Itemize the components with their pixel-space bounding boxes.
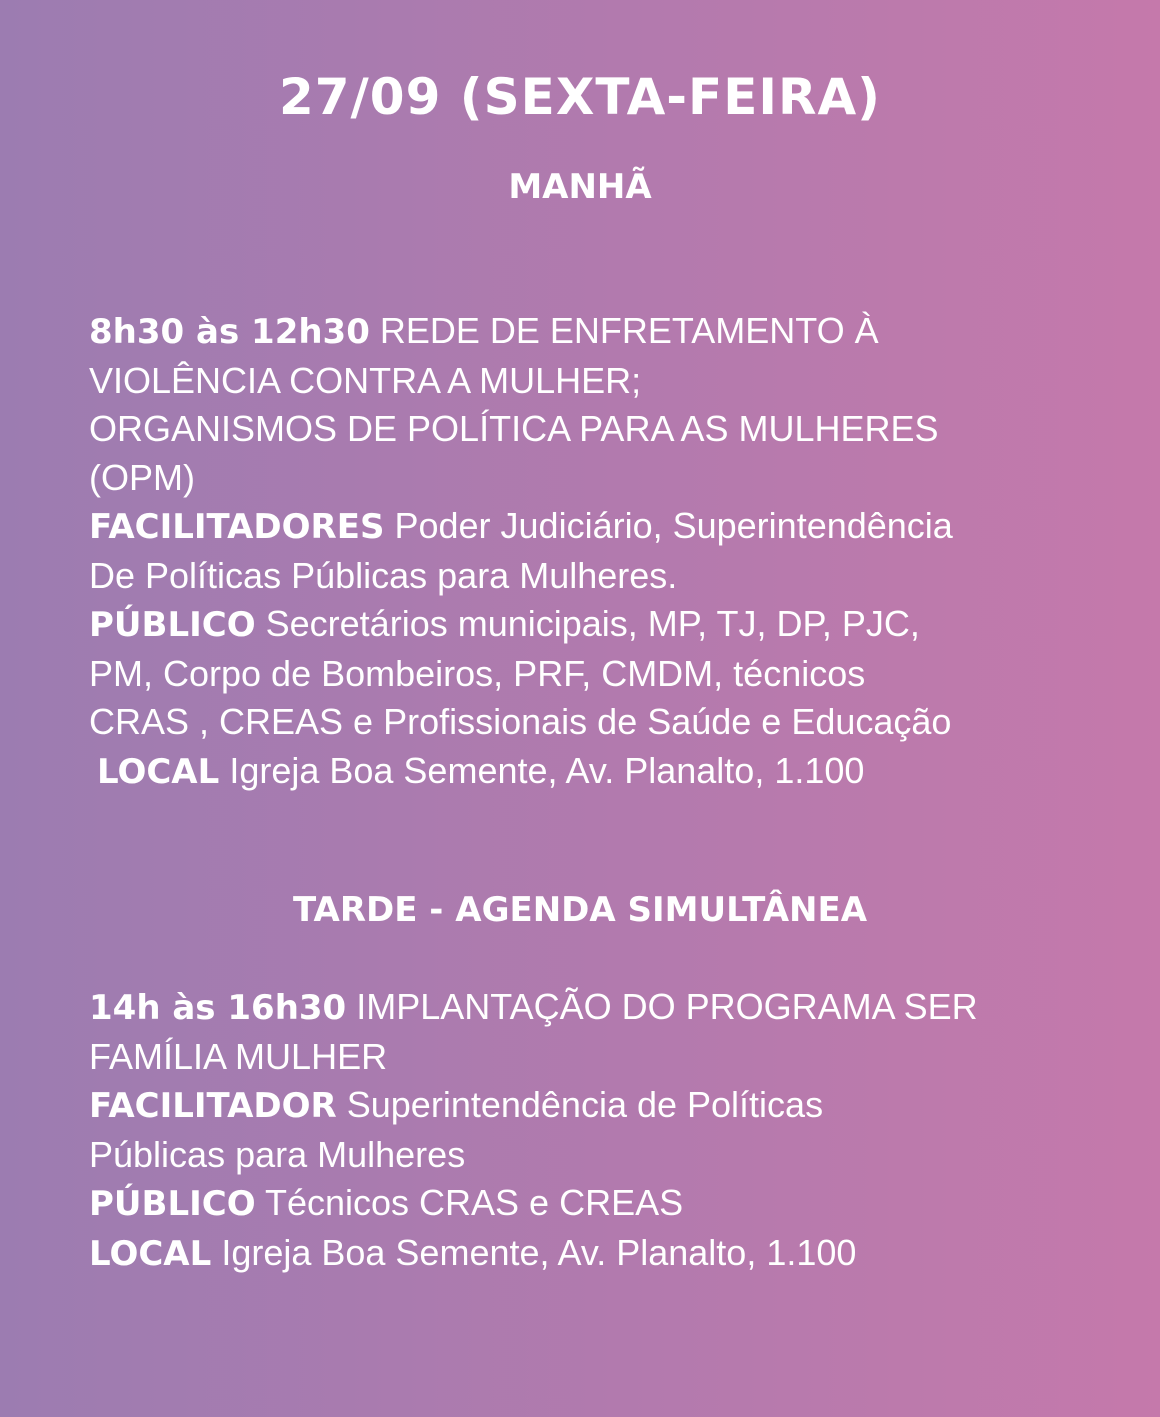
afternoon-topic-line1: IMPLANTAÇÃO DO PROGRAMA SER: [356, 986, 978, 1027]
morning-location-row: [89, 747, 1099, 797]
morning-audience-row: [89, 600, 1099, 650]
afternoon-audience-value: Técnicos CRAS e CREAS: [264, 1182, 684, 1223]
morning-heading: MANHÃ: [508, 167, 652, 207]
afternoon-audience-row: [89, 1179, 1099, 1229]
morning-audience-line3: CRAS , CREAS e Profissionais de Saúde e Educação: [89, 701, 952, 742]
morning-facilitators-row: [89, 502, 1099, 552]
afternoon-topic-row: [89, 983, 1099, 1033]
afternoon-facilitator-row: [89, 1081, 1099, 1131]
morning-topic-line1: REDE DE ENFRETAMENTO À: [379, 310, 879, 351]
afternoon-facilitator-line2: Públicas para Mulheres: [89, 1133, 466, 1175]
morning-topic-row: [89, 307, 1099, 357]
morning-audience-label: PÚBLICO: [89, 605, 256, 645]
afternoon-time: 14h às 16h30: [89, 988, 347, 1028]
morning-audience-line1: Secretários municipais, MP, TJ, DP, PJC,: [265, 603, 920, 644]
afternoon-topic-line2: FAMÍLIA MULHER: [89, 1035, 388, 1077]
afternoon-facilitator-label: FACILITADOR: [89, 1086, 337, 1126]
page-title: 27/09 (SEXTA-FEIRA): [278, 68, 882, 126]
morning-session: [89, 307, 1099, 796]
morning-facilitators-line1: Poder Judiciário, Superintendência: [394, 505, 953, 546]
morning-facilitators-label: FACILITADORES: [89, 507, 385, 547]
morning-topic-line4: (OPM): [89, 456, 195, 498]
morning-audience-line2: PM, Corpo de Bombeiros, PRF, CMDM, técnicos: [89, 652, 866, 694]
afternoon-location-label: LOCAL: [89, 1233, 212, 1274]
afternoon-location-value: Igreja Boa Semente, Av. Planalto, 1.100: [221, 1231, 857, 1273]
afternoon-heading: TARDE - AGENDA SIMULTÂNEA: [292, 890, 868, 930]
afternoon-audience-label: PÚBLICO: [89, 1184, 256, 1224]
morning-topic-line2: VIOLÊNCIA CONTRA A MULHER;: [89, 359, 642, 401]
afternoon-session: [89, 983, 1099, 1278]
afternoon-location-row: [89, 1229, 1099, 1279]
morning-location-label: LOCAL: [97, 751, 220, 792]
morning-time: 8h30 às 12h30: [89, 312, 370, 352]
morning-location-value: Igreja Boa Semente, Av. Planalto, 1.100: [229, 749, 865, 791]
afternoon-facilitator-line1: Superintendência de Políticas: [346, 1084, 824, 1125]
morning-facilitators-line2: De Políticas Públicas para Mulheres.: [89, 554, 678, 596]
morning-topic-line3: ORGANISMOS DE POLÍTICA PARA AS MULHERES: [89, 408, 939, 449]
